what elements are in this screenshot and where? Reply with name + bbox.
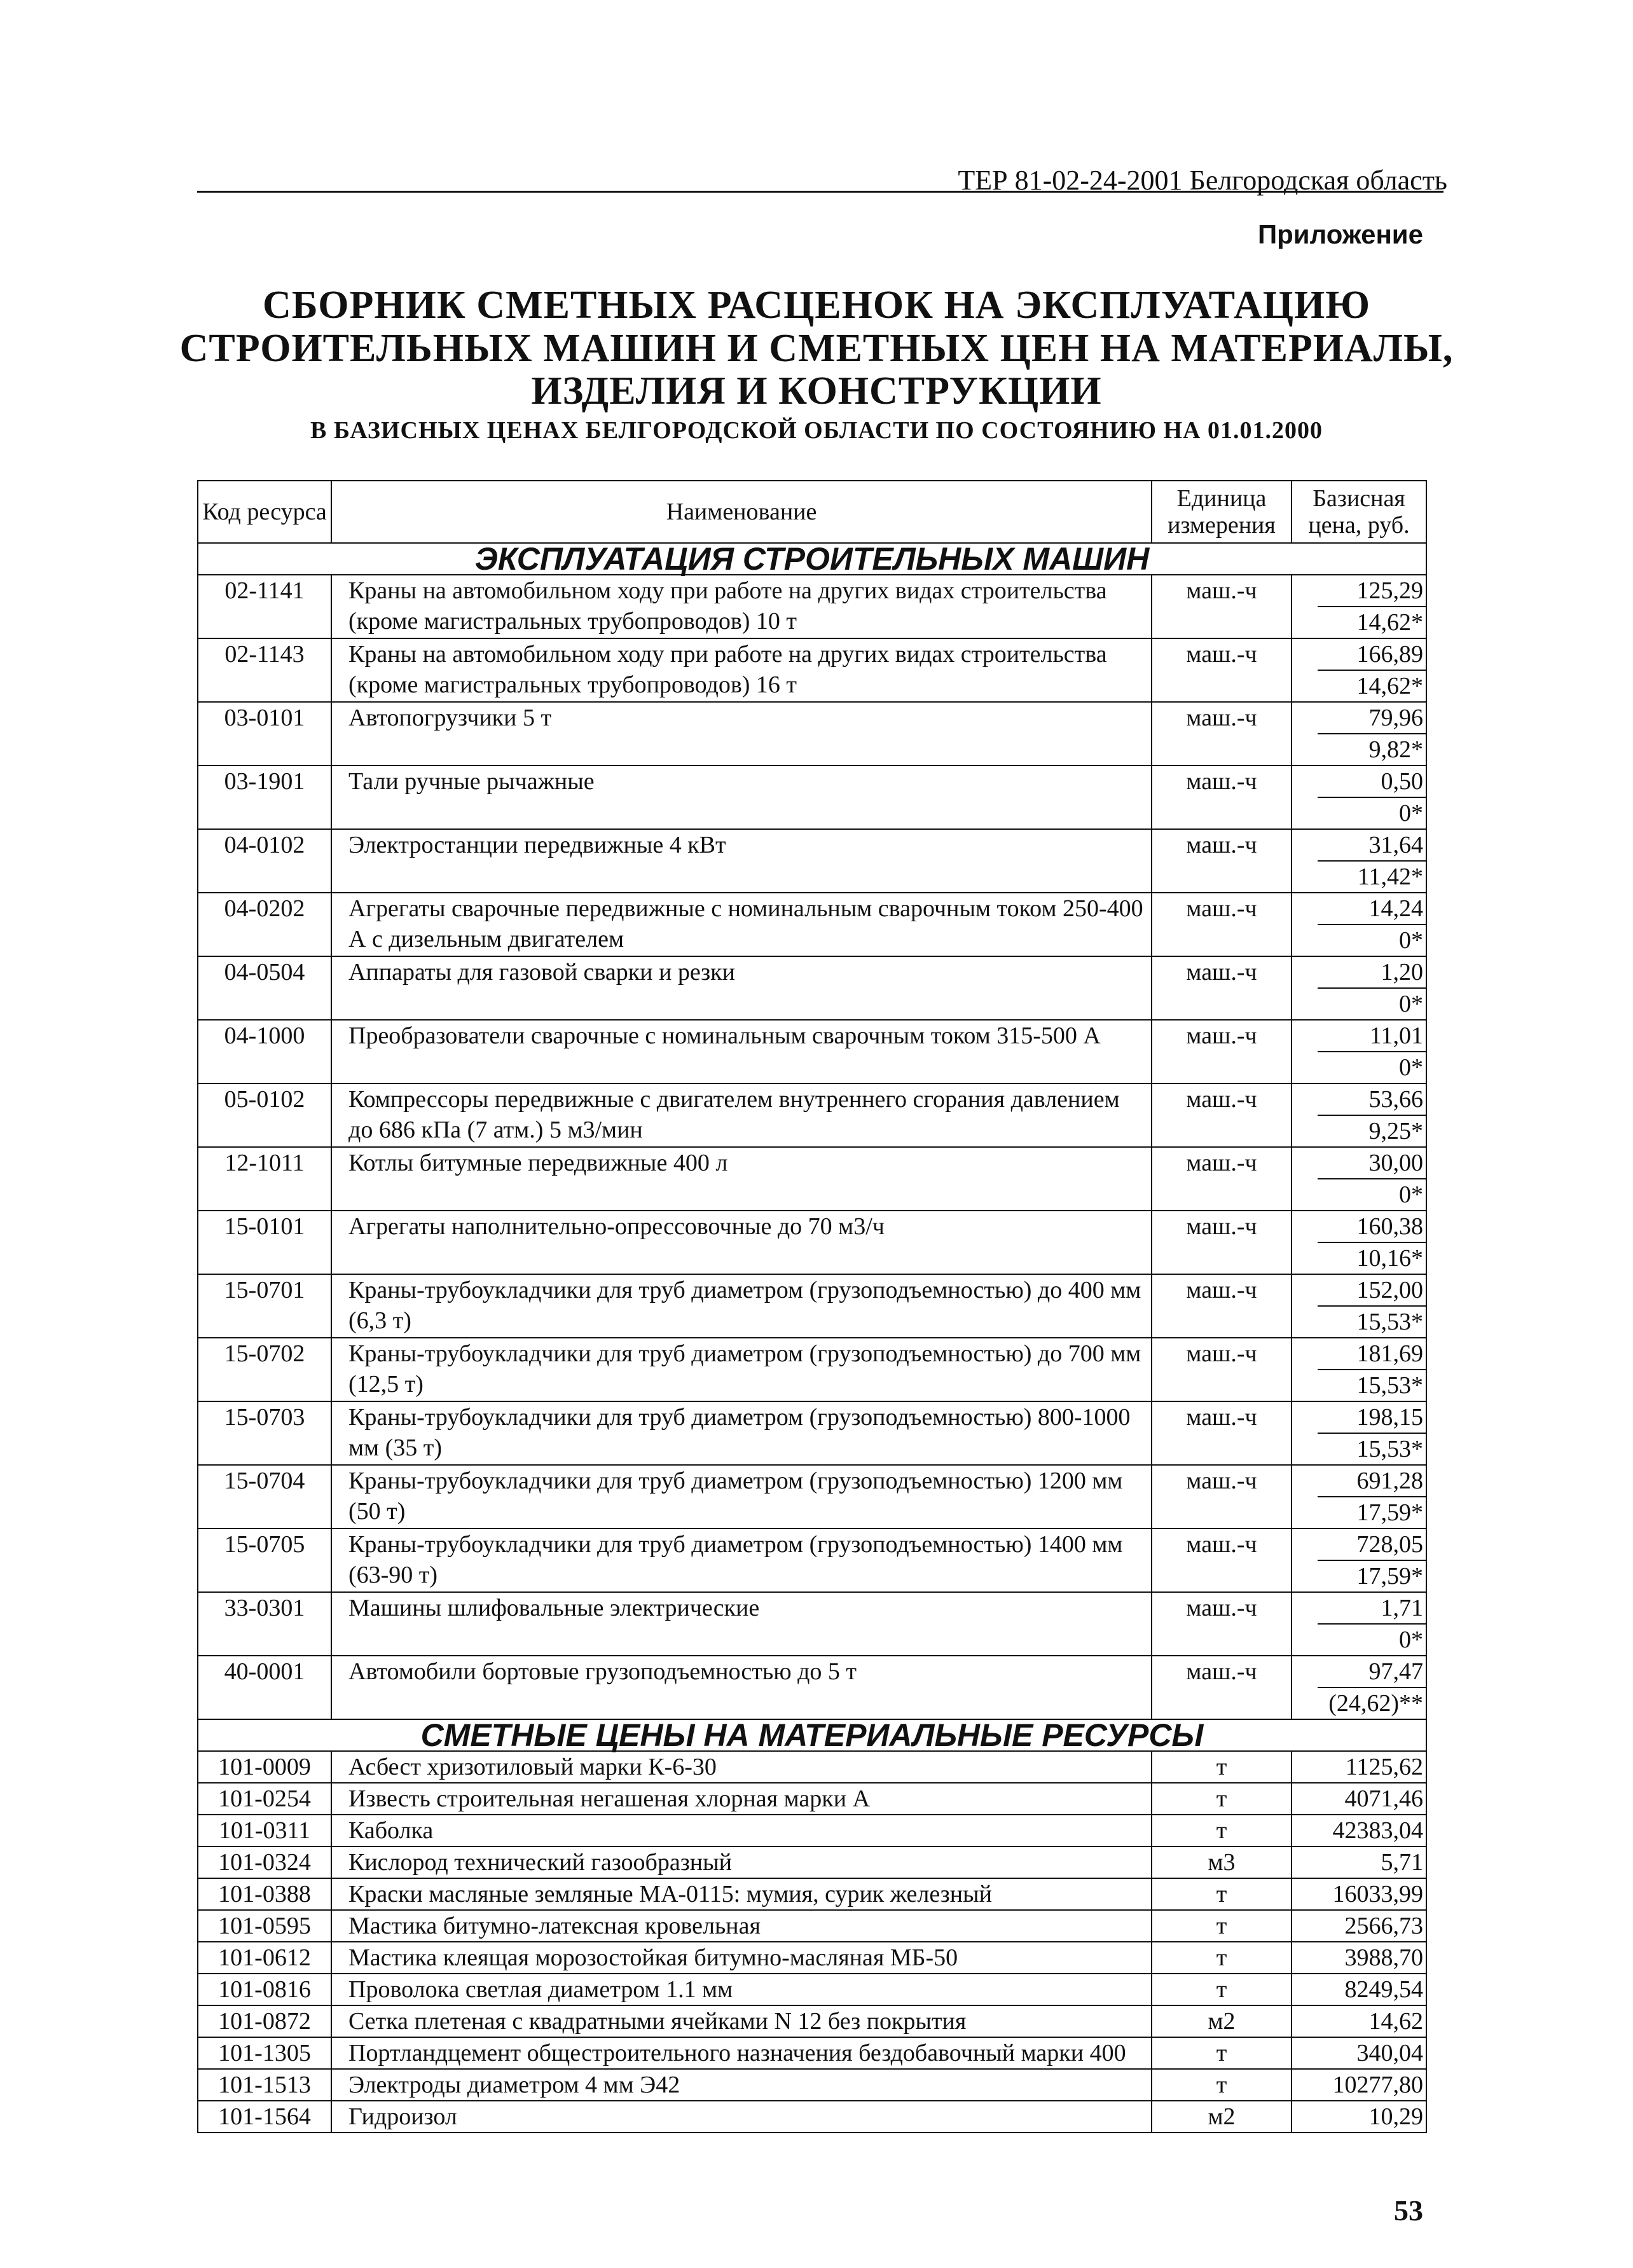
base-price: 53,66 xyxy=(1318,1084,1426,1116)
base-price: 198,15 xyxy=(1318,1402,1426,1434)
resource-unit: маш.-ч xyxy=(1152,1401,1292,1465)
base-price: 30,00 xyxy=(1318,1148,1426,1179)
title-line-1: СБОРНИК СМЕТНЫХ РАСЦЕНОК НА ЭКСПЛУАТАЦИЮ xyxy=(262,284,1371,327)
resource-unit: т xyxy=(1152,1942,1292,1974)
wage-price: 15,53* xyxy=(1356,1436,1423,1462)
price-cell xyxy=(1292,1656,1426,1719)
resource-unit: маш.-ч xyxy=(1152,1083,1292,1147)
resource-unit: маш.-ч xyxy=(1152,1529,1292,1592)
resource-name: Краски масляные земляные МА-0115: мумия, сурик железный xyxy=(331,1878,1152,1910)
resource-unit: маш.-ч xyxy=(1152,956,1292,1020)
section-title: СМЕТНЫЕ ЦЕНЫ НА МАТЕРИАЛЬНЫЕ РЕСУРСЫ xyxy=(198,1719,1426,1751)
base-price: 340,04 xyxy=(1356,2040,1423,2066)
table-row xyxy=(198,575,1426,638)
price-table xyxy=(197,480,1427,2133)
section-title: ЭКСПЛУАТАЦИЯ СТРОИТЕЛЬНЫХ МАШИН xyxy=(198,543,1426,575)
price-cell xyxy=(1292,766,1426,829)
table-row xyxy=(198,1401,1426,1465)
resource-name: Тали ручные рычажные xyxy=(331,766,1152,829)
table-row xyxy=(198,829,1426,893)
table-row xyxy=(198,766,1426,829)
resource-code: 12-1011 xyxy=(198,1147,331,1211)
price-cell xyxy=(1292,1083,1426,1147)
wage-price: 14,62* xyxy=(1356,673,1423,699)
table-row xyxy=(198,1942,1426,1974)
table-row xyxy=(198,1592,1426,1656)
resource-code: 101-0311 xyxy=(198,1815,331,1846)
resource-code: 101-0595 xyxy=(198,1910,331,1942)
resource-code: 101-1513 xyxy=(198,2069,331,2101)
resource-unit: т xyxy=(1152,2069,1292,2101)
resource-code: 101-0324 xyxy=(198,1846,331,1878)
resource-name: Автопогрузчики 5 т xyxy=(331,702,1152,766)
resource-unit: т xyxy=(1152,1974,1292,2005)
resource-code: 03-0101 xyxy=(198,702,331,766)
table-row xyxy=(198,1910,1426,1942)
base-price: 1,71 xyxy=(1318,1593,1426,1625)
base-price: 14,24 xyxy=(1318,893,1426,925)
resource-unit: маш.-ч xyxy=(1152,829,1292,893)
resource-unit: маш.-ч xyxy=(1152,1656,1292,1719)
resource-code: 101-0254 xyxy=(198,1783,331,1815)
resource-code: 15-0703 xyxy=(198,1401,331,1465)
resource-code: 04-0202 xyxy=(198,893,331,956)
base-price: 2566,73 xyxy=(1344,1913,1423,1939)
base-price: 125,29 xyxy=(1318,575,1426,607)
price-cell xyxy=(1292,1592,1426,1656)
price-cell xyxy=(1292,893,1426,956)
base-price: 14,62 xyxy=(1368,2008,1423,2035)
base-price: 0,50 xyxy=(1318,766,1426,798)
price-cell xyxy=(1292,1751,1426,1783)
resource-name: Краны на автомобильном ходу при работе на других видах строительства (кроме магистральных трубопроводов) 16 т xyxy=(331,638,1152,702)
title-line-3: ИЗДЕЛИЯ И КОНСТРУКЦИИ xyxy=(531,369,1102,413)
resource-name: Компрессоры передвижные с двигателем внутреннего сгорания давлением до 686 кПа (7 атм.) 5 м3/мин xyxy=(331,1083,1152,1147)
table-row xyxy=(198,2037,1426,2069)
price-cell xyxy=(1292,1147,1426,1211)
resource-code: 101-0612 xyxy=(198,1942,331,1974)
base-price: 11,01 xyxy=(1318,1021,1426,1052)
resource-unit: маш.-ч xyxy=(1152,1211,1292,1274)
price-cell xyxy=(1292,1910,1426,1942)
resource-code: 101-0872 xyxy=(198,2005,331,2037)
resource-name: Кислород технический газообразный xyxy=(331,1846,1152,1878)
resource-name: Машины шлифовальные электрические xyxy=(331,1592,1152,1656)
base-price: 1,20 xyxy=(1318,957,1426,989)
price-cell xyxy=(1292,2101,1426,2133)
resource-unit: маш.-ч xyxy=(1152,1592,1292,1656)
resource-name: Портландцемент общестроительного назначения бездобавочный марки 400 xyxy=(331,2037,1152,2069)
table-row xyxy=(198,1465,1426,1529)
price-cell xyxy=(1292,829,1426,893)
resource-unit: маш.-ч xyxy=(1152,766,1292,829)
price-cell xyxy=(1292,1338,1426,1401)
resource-unit: т xyxy=(1152,1878,1292,1910)
price-cell xyxy=(1292,1846,1426,1878)
base-price: 160,38 xyxy=(1318,1211,1426,1243)
wage-price: 0* xyxy=(1399,1626,1423,1653)
resource-unit: т xyxy=(1152,1910,1292,1942)
table-row xyxy=(198,1878,1426,1910)
wage-price: 17,59* xyxy=(1356,1563,1423,1590)
resource-name: Краны-трубоукладчики для труб диаметром (грузоподъемностью) до 400 мм (6,3 т) xyxy=(331,1274,1152,1338)
table-row xyxy=(198,956,1426,1020)
wage-price: 15,53* xyxy=(1356,1372,1423,1399)
header-code: Код ресурса xyxy=(198,481,331,543)
base-price: 728,05 xyxy=(1318,1529,1426,1561)
table-header-row xyxy=(198,481,1426,543)
section-header-row xyxy=(198,543,1426,575)
table-row xyxy=(198,702,1426,766)
resource-name: Аппараты для газовой сварки и резки xyxy=(331,956,1152,1020)
subtitle: В БАЗИСНЫХ ЦЕНАХ БЕЛГОРОДСКОЙ ОБЛАСТИ ПО СОСТОЯНИЮ НА 01.01.2000 xyxy=(310,417,1323,444)
base-price: 181,69 xyxy=(1318,1338,1426,1370)
base-price: 10,29 xyxy=(1368,2103,1423,2130)
price-cell xyxy=(1292,2005,1426,2037)
base-price: 3988,70 xyxy=(1344,1944,1423,1971)
resource-name: Агрегаты сварочные передвижные с номинальным сварочным током 250-400 А с дизельным двигателем xyxy=(331,893,1152,956)
table-row xyxy=(198,1147,1426,1211)
base-price: 31,64 xyxy=(1318,830,1426,862)
resource-name: Сетка плетеная с квадратными ячейками N 12 без покрытия xyxy=(331,2005,1152,2037)
price-cell xyxy=(1292,1401,1426,1465)
price-cell xyxy=(1292,1529,1426,1592)
wage-price: 14,62* xyxy=(1356,609,1423,636)
base-price: 8249,54 xyxy=(1344,1976,1423,2003)
table-row xyxy=(198,1274,1426,1338)
price-cell xyxy=(1292,2037,1426,2069)
section-header-row xyxy=(198,1719,1426,1751)
resource-name: Асбест хризотиловый марки К-6-30 xyxy=(331,1751,1152,1783)
table-row xyxy=(198,893,1426,956)
base-price: 691,28 xyxy=(1318,1466,1426,1497)
resource-name: Мастика битумно-латексная кровельная xyxy=(331,1910,1152,1942)
resource-unit: маш.-ч xyxy=(1152,1274,1292,1338)
resource-code: 101-1305 xyxy=(198,2037,331,2069)
table-row xyxy=(198,1338,1426,1401)
table-row xyxy=(198,1846,1426,1878)
resource-name: Краны-трубоукладчики для труб диаметром (грузоподъемностью) 1200 мм (50 т) xyxy=(331,1465,1152,1529)
price-cell xyxy=(1292,1465,1426,1529)
resource-unit: м2 xyxy=(1152,2005,1292,2037)
price-cell xyxy=(1292,1815,1426,1846)
resource-code: 04-0102 xyxy=(198,829,331,893)
document-code: ТЕР 81-02-24-2001 Белгородская область xyxy=(958,165,1447,196)
wage-price: 11,42* xyxy=(1357,863,1423,890)
wage-price: 0* xyxy=(1399,800,1423,827)
resource-unit: маш.-ч xyxy=(1152,702,1292,766)
resource-code: 02-1141 xyxy=(198,575,331,638)
base-price: 5,71 xyxy=(1381,1849,1423,1876)
price-cell xyxy=(1292,1783,1426,1815)
table-row xyxy=(198,1815,1426,1846)
resource-unit: маш.-ч xyxy=(1152,575,1292,638)
base-price: 4071,46 xyxy=(1344,1785,1423,1812)
price-cell xyxy=(1292,2069,1426,2101)
price-cell xyxy=(1292,702,1426,766)
resource-name: Краны-трубоукладчики для труб диаметром (грузоподъемностью) до 700 мм (12,5 т) xyxy=(331,1338,1152,1401)
base-price: 1125,62 xyxy=(1345,1754,1423,1780)
resource-code: 04-1000 xyxy=(198,1020,331,1083)
resource-unit: маш.-ч xyxy=(1152,1147,1292,1211)
resource-unit: т xyxy=(1152,1815,1292,1846)
resource-name: Котлы битумные передвижные 400 л xyxy=(331,1147,1152,1211)
resource-name: Каболка xyxy=(331,1815,1152,1846)
resource-code: 02-1143 xyxy=(198,638,331,702)
wage-price: (24,62)** xyxy=(1328,1690,1423,1717)
resource-code: 40-0001 xyxy=(198,1656,331,1719)
price-cell xyxy=(1292,638,1426,702)
price-cell xyxy=(1292,1878,1426,1910)
wage-price: 9,82* xyxy=(1368,736,1423,763)
resource-name: Краны на автомобильном ходу при работе на других видах строительства (кроме магистральных трубопроводов) 10 т xyxy=(331,575,1152,638)
resource-code: 101-0009 xyxy=(198,1751,331,1783)
resource-code: 33-0301 xyxy=(198,1592,331,1656)
resource-code: 15-0702 xyxy=(198,1338,331,1401)
table-row xyxy=(198,1020,1426,1083)
resource-unit: маш.-ч xyxy=(1152,1338,1292,1401)
resource-name: Агрегаты наполнительно-опрессовочные до 70 м3/ч xyxy=(331,1211,1152,1274)
resource-unit: т xyxy=(1152,1783,1292,1815)
resource-name: Электроды диаметром 4 мм Э42 xyxy=(331,2069,1152,2101)
wage-price: 0* xyxy=(1399,1181,1423,1208)
resource-code: 15-0705 xyxy=(198,1529,331,1592)
resource-unit: т xyxy=(1152,2037,1292,2069)
resource-name: Гидроизол xyxy=(331,2101,1152,2133)
base-price: 166,89 xyxy=(1318,639,1426,671)
base-price: 79,96 xyxy=(1318,703,1426,734)
resource-name: Электростанции передвижные 4 кВт xyxy=(331,829,1152,893)
table-row xyxy=(198,1974,1426,2005)
table-row xyxy=(198,1656,1426,1719)
resource-unit: маш.-ч xyxy=(1152,638,1292,702)
price-cell xyxy=(1292,1942,1426,1974)
resource-code: 15-0704 xyxy=(198,1465,331,1529)
resource-name: Проволока светлая диаметром 1.1 мм xyxy=(331,1974,1152,2005)
price-cell xyxy=(1292,1020,1426,1083)
resource-unit: маш.-ч xyxy=(1152,1465,1292,1529)
resource-code: 15-0701 xyxy=(198,1274,331,1338)
table-row xyxy=(198,1083,1426,1147)
resource-unit: м2 xyxy=(1152,2101,1292,2133)
base-price: 97,47 xyxy=(1318,1656,1426,1688)
base-price: 152,00 xyxy=(1318,1275,1426,1307)
resource-unit: маш.-ч xyxy=(1152,893,1292,956)
resource-code: 101-1564 xyxy=(198,2101,331,2133)
wage-price: 0* xyxy=(1399,991,1423,1017)
table-row xyxy=(198,1751,1426,1783)
table-row xyxy=(198,2101,1426,2133)
wage-price: 17,59* xyxy=(1356,1499,1423,1526)
resource-code: 101-0388 xyxy=(198,1878,331,1910)
resource-code: 101-0816 xyxy=(198,1974,331,2005)
wage-price: 15,53* xyxy=(1356,1309,1423,1335)
resource-code: 15-0101 xyxy=(198,1211,331,1274)
header-price: Базисная цена, руб. xyxy=(1292,481,1426,543)
header-unit: Единица измерения xyxy=(1152,481,1292,543)
table-row xyxy=(198,1211,1426,1274)
wage-price: 0* xyxy=(1399,927,1423,954)
table-row xyxy=(198,638,1426,702)
price-cell xyxy=(1292,956,1426,1020)
resource-name: Преобразователи сварочные с номинальным сварочным током 315-500 А xyxy=(331,1020,1152,1083)
base-price: 10277,80 xyxy=(1332,2072,1423,2098)
resource-name: Автомобили бортовые грузоподъемностью до 5 т xyxy=(331,1656,1152,1719)
table-row xyxy=(198,1783,1426,1815)
wage-price: 9,25* xyxy=(1368,1118,1423,1144)
appendix-label: Приложение xyxy=(1257,219,1423,249)
price-cell xyxy=(1292,1274,1426,1338)
resource-code: 03-1901 xyxy=(198,766,331,829)
resource-name: Краны-трубоукладчики для труб диаметром (грузоподъемностью) 800-1000 мм (35 т) xyxy=(331,1401,1152,1465)
table-body xyxy=(198,543,1426,2133)
table-row xyxy=(198,1529,1426,1592)
resource-name: Известь строительная негашеная хлорная марки А xyxy=(331,1783,1152,1815)
resource-name: Краны-трубоукладчики для труб диаметром (грузоподъемностью) 1400 мм (63-90 т) xyxy=(331,1529,1152,1592)
title-line-2: СТРОИТЕЛЬНЫХ МАШИН И СМЕТНЫХ ЦЕН НА МАТЕРИАЛЫ, xyxy=(179,327,1454,370)
wage-price: 0* xyxy=(1399,1054,1423,1081)
wage-price: 10,16* xyxy=(1356,1245,1423,1272)
resource-unit: маш.-ч xyxy=(1152,1020,1292,1083)
resource-unit: т xyxy=(1152,1751,1292,1783)
base-price: 42383,04 xyxy=(1332,1817,1423,1844)
header-name: Наименование xyxy=(331,481,1152,543)
price-cell xyxy=(1292,1974,1426,2005)
resource-unit: м3 xyxy=(1152,1846,1292,1878)
resource-code: 05-0102 xyxy=(198,1083,331,1147)
resource-code: 04-0504 xyxy=(198,956,331,1020)
price-cell xyxy=(1292,575,1426,638)
page-number: 53 xyxy=(1394,2194,1423,2227)
price-cell xyxy=(1292,1211,1426,1274)
resource-name: Мастика клеящая морозостойкая битумно-масляная МБ-50 xyxy=(331,1942,1152,1974)
table-row xyxy=(198,2005,1426,2037)
base-price: 16033,99 xyxy=(1332,1881,1423,1907)
table-row xyxy=(198,2069,1426,2101)
